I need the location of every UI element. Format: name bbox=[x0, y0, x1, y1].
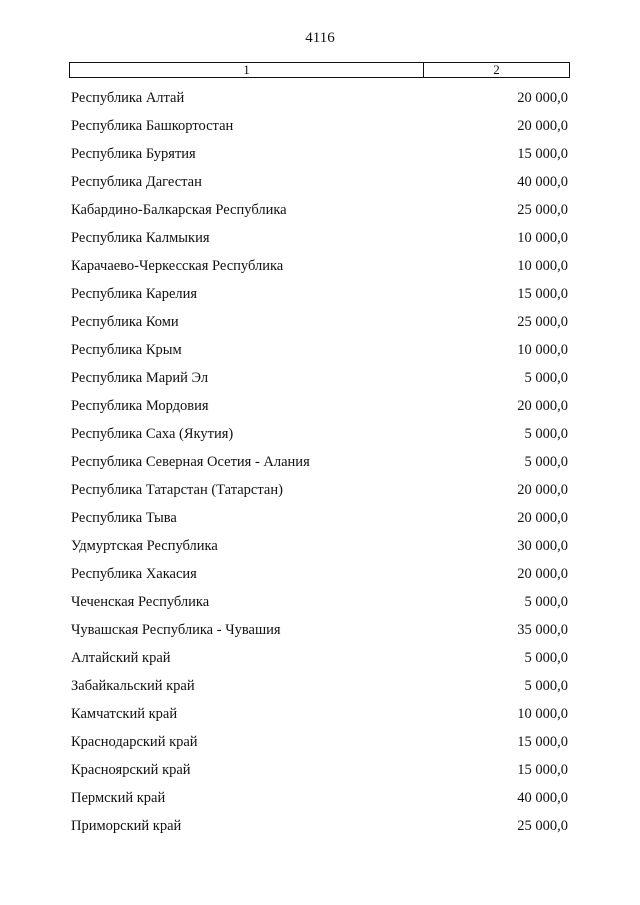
amount-value: 20 000,0 bbox=[517, 118, 568, 134]
amount-value: 20 000,0 bbox=[517, 398, 568, 414]
amount-value: 5 000,0 bbox=[524, 678, 568, 694]
amount-value: 5 000,0 bbox=[524, 650, 568, 666]
amount-value: 5 000,0 bbox=[524, 370, 568, 386]
page-number: 4116 bbox=[305, 30, 335, 46]
region-name: Забайкальский край bbox=[71, 678, 195, 694]
table-row bbox=[69, 756, 570, 784]
region-name: Пермский край bbox=[71, 790, 166, 806]
region-name: Красноярский край bbox=[71, 762, 191, 778]
region-name: Республика Башкортостан bbox=[71, 118, 234, 134]
region-name: Камчатский край bbox=[71, 706, 178, 722]
amount-value: 10 000,0 bbox=[517, 258, 568, 274]
region-name: Чувашская Республика - Чувашия bbox=[71, 622, 281, 638]
table-row bbox=[69, 84, 570, 112]
region-name: Карачаево-Черкесская Республика bbox=[71, 258, 284, 274]
table-row bbox=[69, 196, 570, 224]
region-name: Республика Бурятия bbox=[71, 146, 196, 162]
amount-value: 35 000,0 bbox=[517, 622, 568, 638]
region-name: Кабардино-Балкарская Республика bbox=[71, 202, 287, 218]
table-row bbox=[69, 504, 570, 532]
amount-value: 15 000,0 bbox=[517, 146, 568, 162]
region-name: Республика Северная Осетия - Алания bbox=[71, 454, 310, 470]
table-row bbox=[69, 112, 570, 140]
region-name: Республика Алтай bbox=[71, 90, 185, 106]
table-row bbox=[69, 224, 570, 252]
table-row bbox=[69, 308, 570, 336]
amount-value: 25 000,0 bbox=[517, 202, 568, 218]
table-row bbox=[69, 476, 570, 504]
amount-value: 20 000,0 bbox=[517, 510, 568, 526]
amount-value: 10 000,0 bbox=[517, 230, 568, 246]
table-row bbox=[69, 140, 570, 168]
table-row bbox=[69, 560, 570, 588]
amount-value: 15 000,0 bbox=[517, 762, 568, 778]
table-row bbox=[69, 364, 570, 392]
region-name: Республика Дагестан bbox=[71, 174, 202, 190]
amount-value: 15 000,0 bbox=[517, 734, 568, 750]
region-name: Чеченская Республика bbox=[71, 594, 210, 610]
table-row bbox=[69, 672, 570, 700]
table-row bbox=[69, 392, 570, 420]
amount-value: 20 000,0 bbox=[517, 90, 568, 106]
table-row bbox=[69, 728, 570, 756]
amount-value: 20 000,0 bbox=[517, 482, 568, 498]
amount-value: 5 000,0 bbox=[524, 594, 568, 610]
region-name: Республика Крым bbox=[71, 342, 182, 358]
region-name: Республика Мордовия bbox=[71, 398, 209, 414]
region-name: Республика Саха (Якутия) bbox=[71, 426, 234, 442]
table-body bbox=[69, 84, 570, 840]
amount-value: 5 000,0 bbox=[524, 426, 568, 442]
column-2-header: 2 bbox=[493, 62, 500, 77]
amount-value: 10 000,0 bbox=[517, 342, 568, 358]
amount-value: 30 000,0 bbox=[517, 538, 568, 554]
amount-value: 15 000,0 bbox=[517, 286, 568, 302]
table-row bbox=[69, 644, 570, 672]
region-name: Республика Карелия bbox=[71, 286, 198, 302]
table-row bbox=[69, 588, 570, 616]
table-row bbox=[69, 280, 570, 308]
column-1-header: 1 bbox=[70, 63, 424, 77]
region-name: Республика Тыва bbox=[71, 510, 177, 526]
region-name: Приморский край bbox=[71, 818, 182, 834]
region-name: Республика Марий Эл bbox=[71, 370, 209, 386]
table-row bbox=[69, 168, 570, 196]
region-name: Алтайский край bbox=[71, 650, 171, 666]
table-row bbox=[69, 784, 570, 812]
amount-value: 40 000,0 bbox=[517, 790, 568, 806]
table-row bbox=[69, 812, 570, 840]
table-row bbox=[69, 336, 570, 364]
region-name: Республика Калмыкия bbox=[71, 230, 210, 246]
table-row bbox=[69, 700, 570, 728]
amount-value: 25 000,0 bbox=[517, 314, 568, 330]
region-name: Республика Хакасия bbox=[71, 566, 197, 582]
amount-value: 5 000,0 bbox=[524, 454, 568, 470]
table-row bbox=[69, 448, 570, 476]
region-name: Удмуртская Республика bbox=[71, 538, 218, 554]
table-column-header bbox=[69, 62, 570, 78]
amount-value: 40 000,0 bbox=[517, 174, 568, 190]
amount-value: 25 000,0 bbox=[517, 818, 568, 834]
table-row bbox=[69, 532, 570, 560]
region-name: Краснодарский край bbox=[71, 734, 198, 750]
region-name: Республика Коми bbox=[71, 314, 179, 330]
table-row bbox=[69, 252, 570, 280]
table-row bbox=[69, 420, 570, 448]
amount-value: 10 000,0 bbox=[517, 706, 568, 722]
region-name: Республика Татарстан (Татарстан) bbox=[71, 482, 283, 498]
amount-value: 20 000,0 bbox=[517, 566, 568, 582]
table-row bbox=[69, 616, 570, 644]
